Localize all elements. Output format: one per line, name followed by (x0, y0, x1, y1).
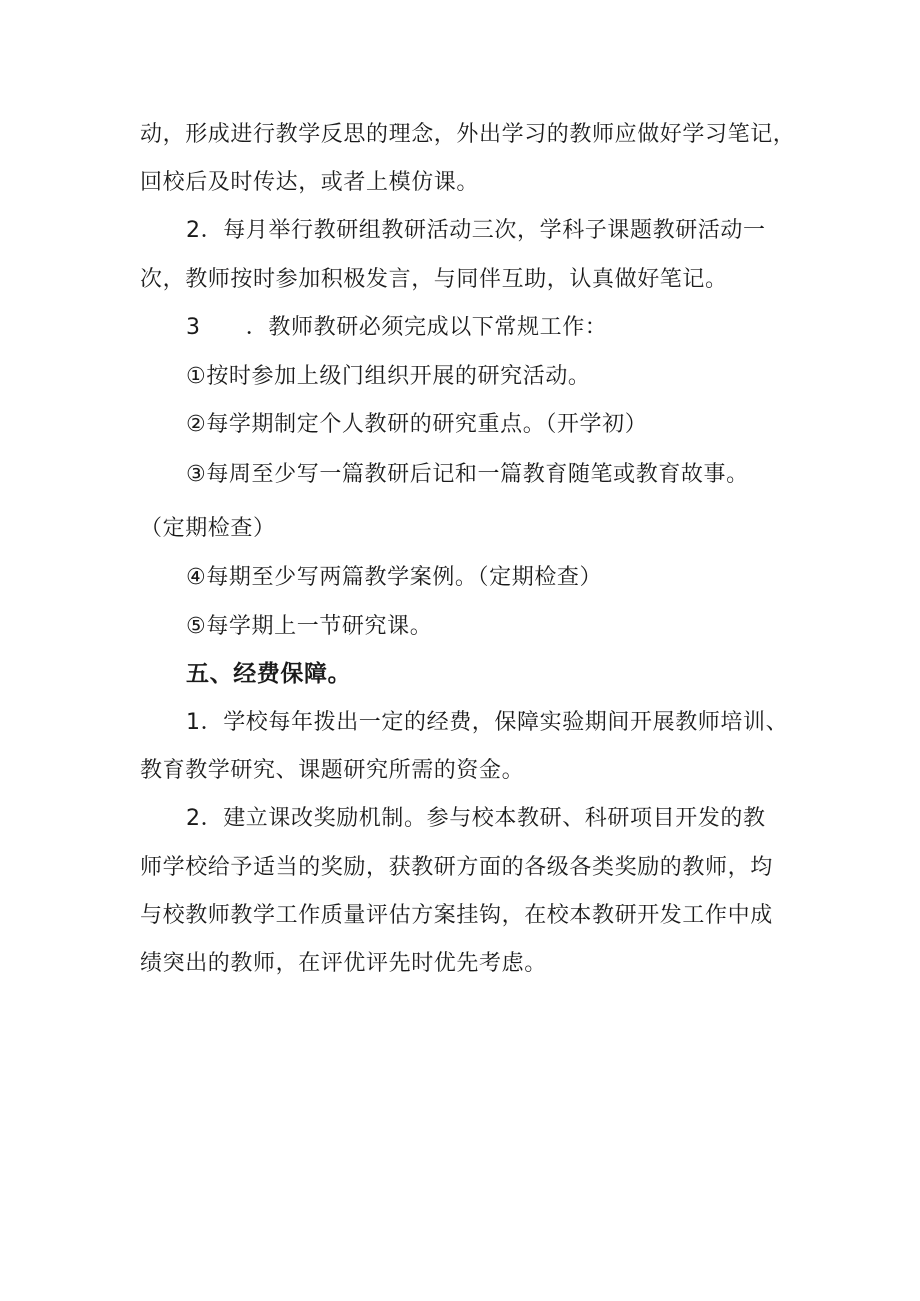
body-line: 3 ．教师教研必须完成以下常规工作： (186, 315, 608, 340)
body-line: 教育教学研究、课题研究所需的资金。 (140, 758, 525, 783)
body-line: （定期检查） (140, 516, 276, 541)
body-line: 2．每月举行教研组教研活动三次，学科子课题教研活动一 (186, 218, 766, 243)
list-item: ②每学期制定个人教研的研究重点。（开学初） (186, 412, 648, 437)
list-item: ①按时参加上级门组织开展的研究活动。 (186, 364, 591, 389)
body-line: 与校教师教学工作质量评估方案挂钩，在校本教研开发工作中成 (140, 903, 773, 928)
body-line: 回校后及时传达，或者上模仿课。 (140, 170, 480, 195)
body-line: 绩突出的教师，在评优评先时优先考虑。 (140, 951, 547, 976)
body-line: 动，形成进行教学反思的理念，外出学习的教师应做好学习笔记， (140, 122, 796, 147)
body-line: 师学校给予适当的奖励，获教研方面的各级各类奖励的教师，均 (140, 855, 773, 880)
list-item: ⑤每学期上一节研究课。 (186, 614, 433, 639)
body-line: 次，教师按时参加积极发言，与同伴互助，认真做好笔记。 (140, 267, 728, 292)
body-line: 1．学校每年拨出一定的经费，保障实验期间开展教师培训、 (186, 710, 789, 735)
section-heading: 五、经费保障。 (186, 661, 352, 687)
list-item: ③每周至少写一篇教研后记和一篇教育随笔或教育故事。 (186, 462, 749, 487)
list-item: ④每期至少写两篇教学案例。（定期检查） (186, 565, 603, 590)
body-line: 2．建立课改奖励机制。参与校本教研、科研项目开发的教 (186, 806, 766, 831)
